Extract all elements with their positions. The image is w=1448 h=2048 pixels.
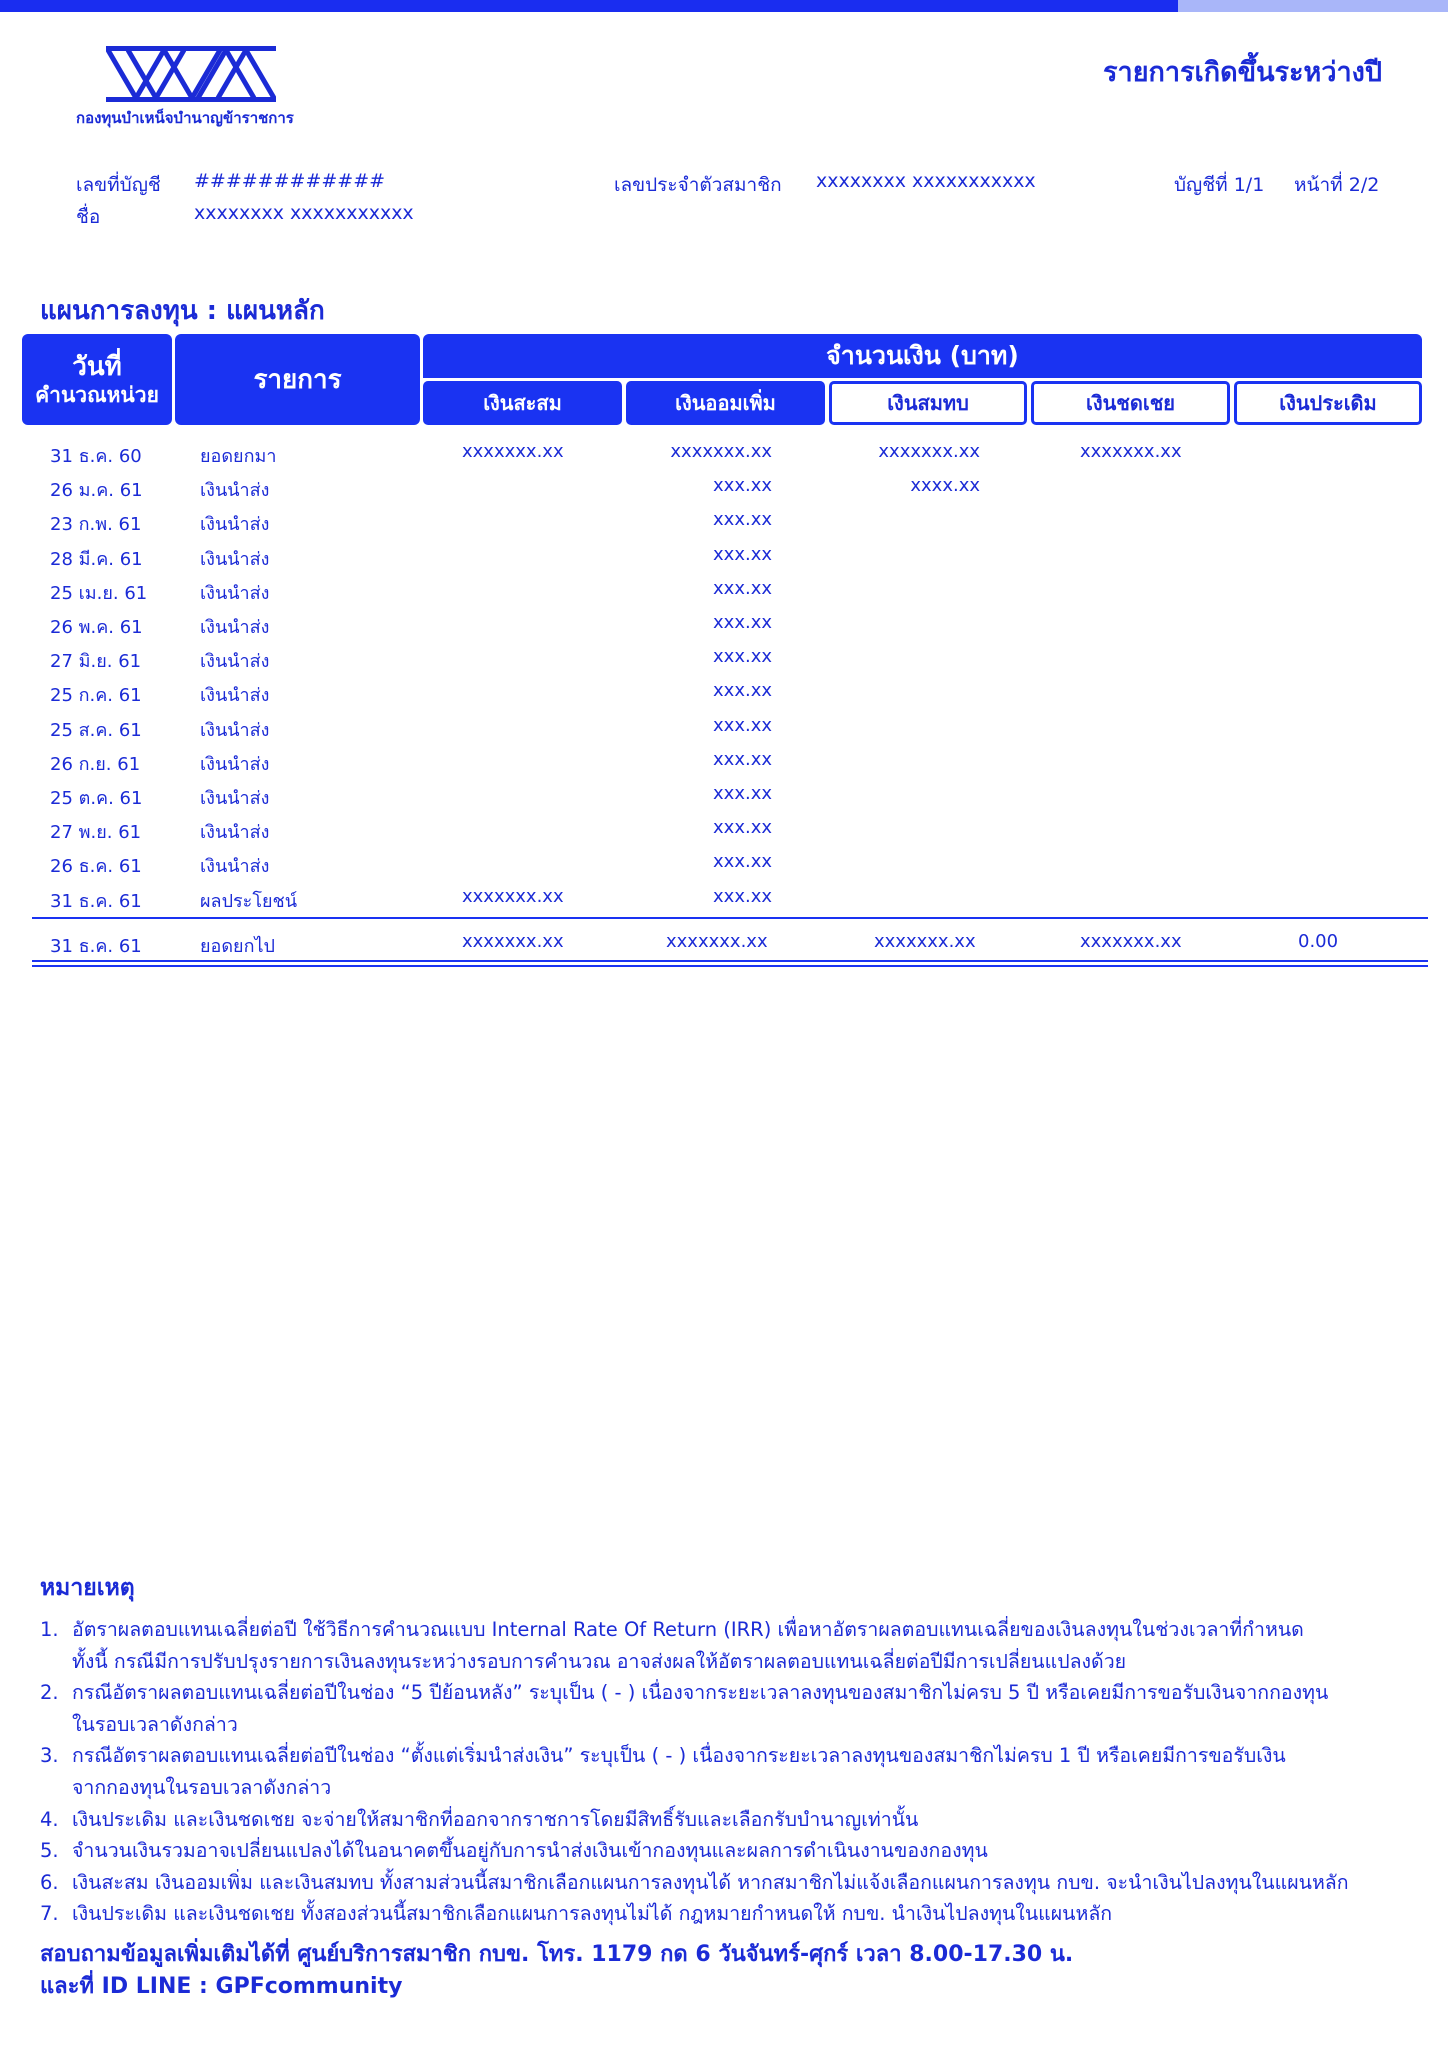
row-accumulated: xxxxxxx.xx <box>462 441 564 462</box>
name-label: ชื่อ <box>76 206 101 228</box>
table-row <box>0 640 1448 674</box>
table-row <box>0 538 1448 572</box>
row-date: 25 เม.ย. 61 <box>50 582 148 604</box>
note-text-continued: ในรอบเวลาดังกล่าว <box>72 1712 238 1736</box>
row-date: 25 ต.ค. 61 <box>50 788 143 809</box>
row-description: เงินนำส่ง <box>200 514 270 536</box>
row-date: 25 ก.ค. 61 <box>50 685 142 707</box>
row-description: เงินนำส่ง <box>200 548 270 570</box>
note-text-continued: จากกองทุนในรอบเวลาดังกล่าว <box>72 1776 332 1799</box>
row-date: 26 ก.ย. 61 <box>50 753 141 775</box>
note-item <box>40 1867 1349 1898</box>
row-date: 27 มิ.ย. 61 <box>50 651 142 673</box>
row-additional: xxx.xx <box>713 817 772 839</box>
note-text: จำนวนเงินรวมอาจเปลี่ยนแปลงได้ในอนาคตขึ้นอยู่กับการนำส่งเงินเข้ากองทุนและผลการดำเนินงานของกองทุน <box>72 1839 988 1863</box>
description-header-label: รายการ <box>253 364 342 395</box>
note-text: กรณีอัตราผลตอบแทนเฉลี่ยต่อปีในช่อง “ตั้งแต่เริ่มนำส่งเงิน” ระบุเป็น ( - ) เนื่องจากระยะเวลาลงทุนของสมาชิกไม่ครบ 1 ปี หรือเคยมีการขอรับเงิน <box>72 1744 1286 1768</box>
row-date: 26 พ.ค. 61 <box>50 617 143 638</box>
row-additional: xxx.xx <box>713 851 772 873</box>
table-row <box>0 777 1448 811</box>
row-description: เงินนำส่ง <box>200 617 270 638</box>
document-title: รายการเกิดขึ้นระหว่างปี <box>1103 57 1382 88</box>
total-matching: xxxxxxx.xx <box>874 931 976 952</box>
table-row <box>0 811 1448 845</box>
note-number: 4. <box>40 1807 59 1831</box>
account-label: เลขที่บัญชี <box>76 174 161 196</box>
note-number: 1. <box>40 1618 59 1641</box>
note-number: 2. <box>40 1681 59 1705</box>
row-additional: xxx.xx <box>713 783 772 804</box>
row-date: 26 ม.ค. 61 <box>50 480 143 502</box>
date-header-line-1: วันที่ <box>72 351 122 382</box>
total-row <box>0 925 1448 959</box>
note-number: 5. <box>40 1839 59 1863</box>
table-row <box>0 845 1448 879</box>
row-description: เงินนำส่ง <box>200 651 270 673</box>
row-date: 31 ธ.ค. 60 <box>50 446 142 467</box>
total-additional: xxxxxxx.xx <box>666 931 768 952</box>
top-accent-bar-light <box>1178 0 1448 12</box>
page-indicator: หน้าที่ 2/2 <box>1294 174 1380 196</box>
total-accumulated: xxxxxxx.xx <box>462 931 564 952</box>
row-description: เงินนำส่ง <box>200 753 270 775</box>
table-row <box>0 709 1448 743</box>
account-page-indicator: บัญชีที่ 1/1 <box>1174 174 1265 196</box>
row-description: เงินนำส่ง <box>200 788 270 809</box>
row-additional: xxx.xx <box>713 680 772 702</box>
header-additional-savings: เงินออมเพิ่ม <box>626 381 825 425</box>
note-item <box>40 1804 918 1835</box>
table-row <box>0 880 1448 914</box>
note-text: เงินสะสม เงินออมเพิ่ม และเงินสมทบ ทั้งสามส่วนนี้สมาชิกเลือกแผนการลงทุนได้ หากสมาชิกไม่แจ้งเลือกแผนการลงทุน กบข. จะนำเงินไปลงทุนในแผนหลัก <box>72 1870 1349 1894</box>
note-text-continued: ทั้งนี้ กรณีมีการปรับปรุงรายการเงินลงทุนระหว่างรอบการคำนวณ อาจส่งผลให้อัตราผลตอบแทนเฉลี่ยต่อปีมีการเปลี่ยนแปลงด้วย <box>72 1649 1127 1673</box>
row-date: 28 มี.ค. 61 <box>50 548 143 570</box>
row-description: เงินนำส่ง <box>200 685 270 707</box>
member-id-label: เลขประจำตัวสมาชิก <box>614 174 782 196</box>
row-date: 23 ก.พ. 61 <box>50 514 142 536</box>
table-row <box>0 674 1448 708</box>
description-column-header <box>175 334 420 425</box>
row-additional: xxx.xx <box>713 646 772 668</box>
row-compensation: xxxxxxx.xx <box>1080 441 1182 462</box>
member-name: xxxxxxxx xxxxxxxxxxx <box>194 202 414 224</box>
table-row <box>0 503 1448 537</box>
note-text: อัตราผลตอบแทนเฉลี่ยต่อปี ใช้วิธีการคำนวณแบบ Internal Rate Of Return (IRR) เพื่อหาอัตราผลตอบแทนเฉลี่ยของเงินลงทุนในช่วงเวลาที่กำหนด <box>72 1618 1304 1641</box>
row-description: เงินนำส่ง <box>200 719 270 741</box>
total-date: 31 ธ.ค. 61 <box>50 936 142 957</box>
row-additional: xxx.xx <box>713 543 772 565</box>
row-additional: xxx.xx <box>713 509 772 531</box>
amount-column-header: จำนวนเงิน (บาท) <box>423 334 1422 378</box>
row-additional: xxx.xx <box>713 748 772 770</box>
header-accumulated-contribution: เงินสะสม <box>423 381 622 425</box>
note-text: เงินประเดิม และเงินชดเชย จะจ่ายให้สมาชิกที่ออกจากราชการโดยมีสิทธิ์รับและเลือกรับบำนาญเท่านั้น <box>72 1807 919 1831</box>
total-underline-1 <box>32 960 1428 962</box>
header-compensation: เงินชดเชย <box>1031 381 1230 425</box>
row-additional: xxxxxxx.xx <box>670 441 772 462</box>
row-matching: xxxxxxx.xx <box>878 441 980 462</box>
note-text: เงินประเดิม และเงินชดเชย ทั้งสองส่วนนี้สมาชิกเลือกแผนการลงทุนไม่ได้ กฎหมายกำหนดให้ กบข. นำเงินไปลงทุนในแผนหลัก <box>72 1902 1113 1926</box>
row-description: เงินนำส่ง <box>200 856 270 878</box>
row-description: เงินนำส่ง <box>200 480 270 502</box>
note-number: 3. <box>40 1744 59 1768</box>
row-description: เงินนำส่ง <box>200 822 270 844</box>
row-additional: xxx.xx <box>713 612 772 633</box>
date-header-line-2: คำนวณหน่วย <box>35 382 159 407</box>
total-description: ยอดยกไป <box>200 936 275 957</box>
investment-plan-title: แผนการลงทุน : แผนหลัก <box>40 296 325 326</box>
total-separator-line <box>32 917 1428 919</box>
account-number: ############ <box>194 170 386 192</box>
table-row <box>0 606 1448 640</box>
note-item <box>40 1898 1112 1929</box>
table-row <box>0 435 1448 469</box>
member-id-value: xxxxxxxx xxxxxxxxxxx <box>816 170 1036 192</box>
row-accumulated: xxxxxxx.xx <box>462 885 564 907</box>
row-date: 31 ธ.ค. 61 <box>50 890 142 912</box>
line-id-info: และที่ ID LINE : GPFcommunity <box>40 1974 403 1999</box>
table-row <box>0 469 1448 503</box>
note-item <box>40 1677 1328 1708</box>
total-compensation: xxxxxxx.xx <box>1080 931 1182 952</box>
table-row <box>0 572 1448 606</box>
row-date: 27 พ.ย. 61 <box>50 822 142 844</box>
total-underline-2 <box>32 965 1428 967</box>
contact-info: สอบถามข้อมูลเพิ่มเติมได้ที่ ศูนย์บริการสมาชิก กบข. โทร. 1179 กด 6 วันจันทร์-ศุกร์ เวลา 8.00-17.30 น. <box>40 1942 1074 1967</box>
row-description: ผลประโยชน์ <box>200 890 298 912</box>
gpf-logo-icon <box>106 46 276 102</box>
note-text: กรณีอัตราผลตอบแทนเฉลี่ยต่อปีในช่อง “5 ปีย้อนหลัง” ระบุเป็น ( - ) เนื่องจากระยะเวลาลงทุนของสมาชิกไม่ครบ 5 ปี หรือเคยมีการขอรับเงินจากกองทุน <box>72 1681 1329 1705</box>
note-item <box>40 1614 1304 1645</box>
header-government-matching: เงินสมทบ <box>829 381 1027 425</box>
row-additional: xxx.xx <box>713 885 772 907</box>
gpf-logo <box>76 46 316 130</box>
row-date: 26 ธ.ค. 61 <box>50 856 142 878</box>
note-number: 7. <box>40 1902 59 1926</box>
row-description: เงินนำส่ง <box>200 582 270 604</box>
total-initial: 0.00 <box>1298 931 1339 952</box>
row-additional: xxx.xx <box>713 714 772 736</box>
date-column-header <box>22 334 172 425</box>
table-row <box>0 743 1448 777</box>
row-date: 25 ส.ค. 61 <box>50 719 142 741</box>
row-description: ยอดยกมา <box>200 446 277 467</box>
notes-title: หมายเหตุ <box>40 1575 135 1601</box>
logo-caption: กองทุนบำเหน็จบำนาญข้าราชการ <box>76 109 294 127</box>
row-additional: xxx.xx <box>713 577 772 599</box>
note-item <box>40 1835 988 1866</box>
note-item <box>40 1740 1286 1771</box>
header-initial-contribution: เงินประเดิม <box>1234 381 1422 425</box>
row-additional: xxx.xx <box>713 475 772 497</box>
row-matching: xxxx.xx <box>910 475 980 497</box>
note-number: 6. <box>40 1870 59 1894</box>
